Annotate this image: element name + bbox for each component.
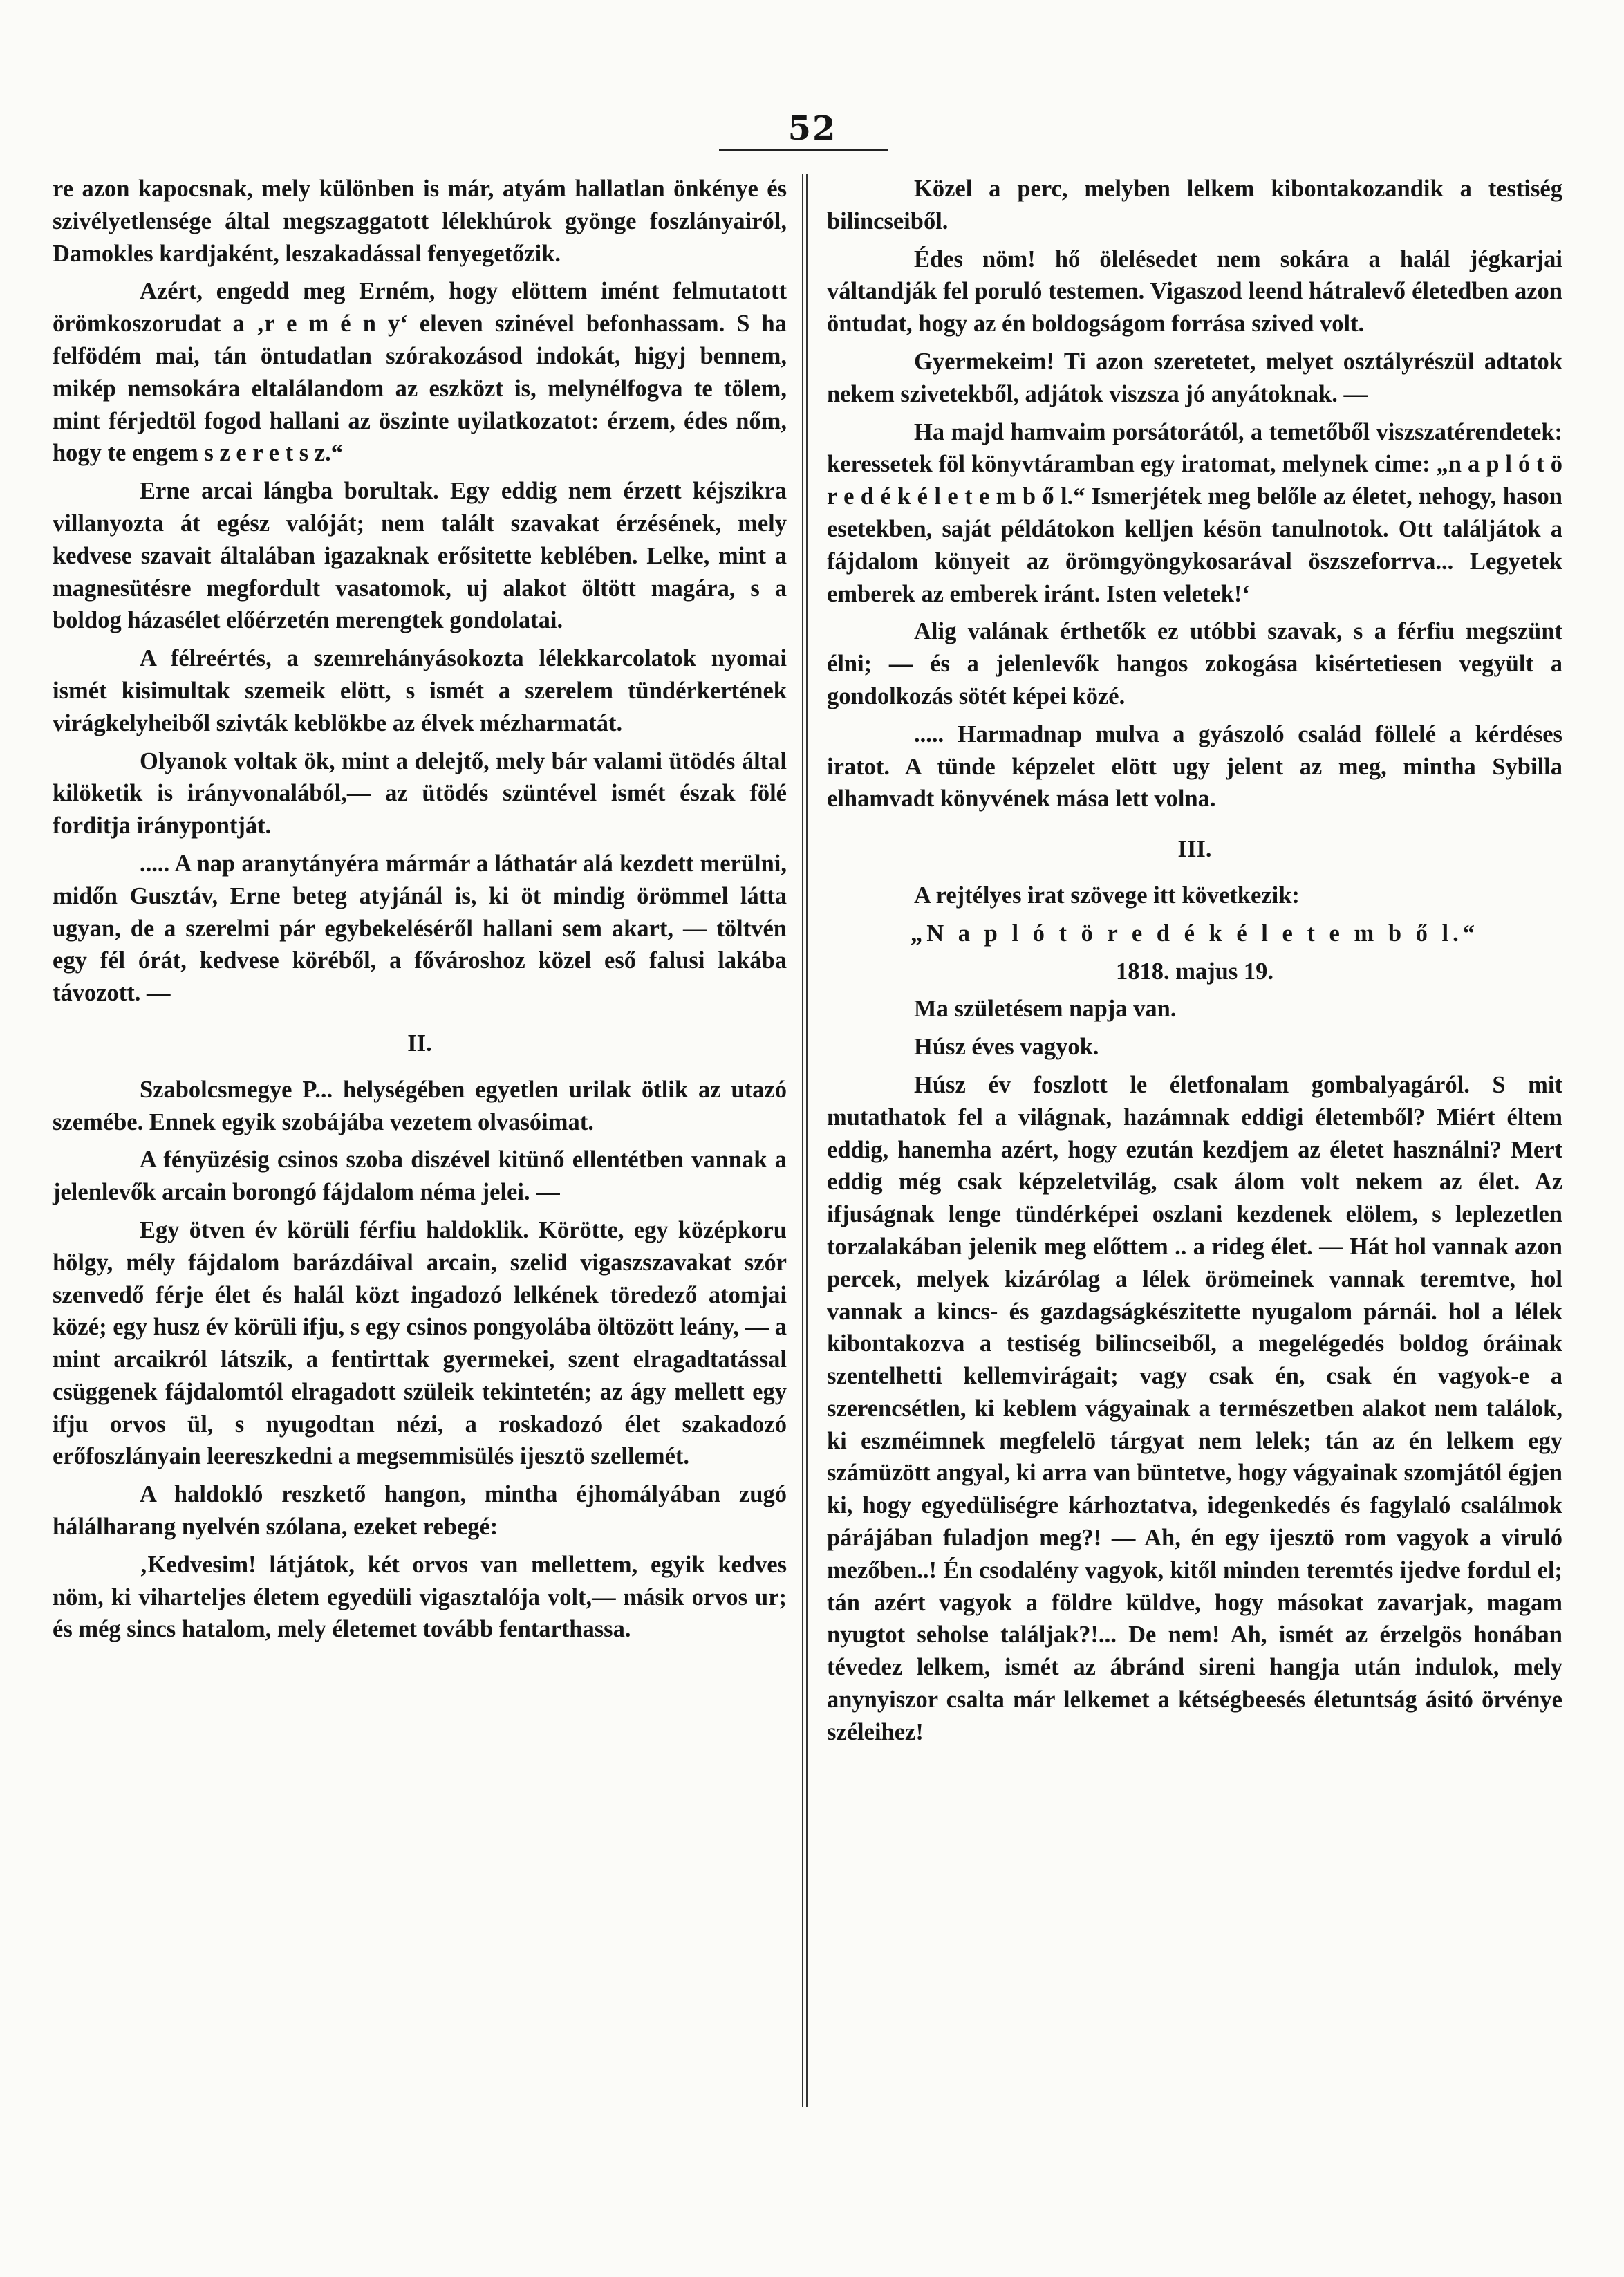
paragraph: Egy ötven év körüli férfiu haldoklik. Körötte, egy középkoru hölgy, mély fájdalom barázdáival arcain, szelid vigaszszavakat szór szenvedő férje élet és halál közt ingadozó lelkének töredező atomjai közé; egy husz év körüli ifju, s egy csinos pongyolába öltözött leány, — a mint arcaikról látszik, a fentirttak gyermekei, szent elragadtatással csüggenek fájdalomtól elragadott szüleik tekintetén; az ágy mellett egy ifju orvos ül, s nyugodtan nézi, a roskadozó élet szakadozó erőfoszlányain leereszkedni a megsemmisülés ijesztö szellemét. (53, 1216, 787, 1470)
paragraph: Erne arcai lángba borultak. Egy eddig nem érzett kéjszikra villanyozta át egész valóját; nem talált szavakat érzésének, mely kedvese szavait általában igazaknak erősitette keblében. Lelke, mint a magnesütésre megfordult vasatomok, uj alakot öltött magára, s a boldog házasélet előérzetén merengtek gondolatai. (53, 478, 787, 634)
column-divider-secondary (806, 174, 808, 2107)
paragraph: Olyanok voltak ök, mint a delejtő, mely bár valami ütödés által kilöketik is irányvonalából,— az ütödés szüntével ismét észak fölé forditja iránypontját. (53, 747, 787, 839)
short-line: Ma születésem napja van. (914, 996, 1177, 1023)
paragraph: Ha majd hamvaim porsátorától, a temetőből viszszatérendetek: keressetek föl könyvtáramban egy iratomat, melynek cime: „n a p l ó t ö r e d é k é l e t e m b ő l.“ Ismerjétek meg belőle az életet, nehogy, hason esetekben, saját példátokon kelljen késön tanulnotok. Ott találjátok a fájdalom könyeit az örömgyöngykosarával öszszeforrva... Legyetek emberek az emberek iránt. Isten veletek!‘ (827, 418, 1562, 607)
section-heading: II. (407, 1030, 432, 1057)
diary-title: „N a p l ó t ö r e d é k é l e t e m b ő l.“ (910, 920, 1479, 947)
paragraph: Édes nöm! hő ölelésedet nem sokára a halál jégkarjai váltandják fel poruló testemen. Vigaszod leend hátralevő életedben azon öntudat, hogy az én boldogságom forrása szived volt. (827, 245, 1562, 337)
paragraph: A félreértés, a szemrehányásokozta lélekkarcolatok nyomai ismét kisimultak szemeik elött, s ismét a szerelem tündérkertének virágkelyheiből szivták keblökbe az élvek mézharmatát. (53, 645, 787, 736)
paragraph: ..... A nap aranytányéra mármár a láthatár alá kezdett merülni, midőn Gusztáv, Erne beteg atyjánál is, ki öt mindig örömmel látta ugyan, de a szerelmi pár egybekeléséről hallani sem akart, — töltvén egy fél órát, kedvese köréből, a fővároshoz közel eső falusi lakába távozott. — (53, 850, 787, 1007)
paragraph: Alig valának érthetők ez utóbbi szavak, s a férfiu megszünt élni; — és a jelenlevők hangos zokogása kisértetiesen vegyült a gondolkozás sötét képei közé. (827, 618, 1562, 709)
paragraph: A haldokló reszkető hangon, mintha éjhomályában zugó hálálharang nyelvén szólana, ezeket rebegé: (53, 1481, 787, 1541)
section-heading: III. (1177, 836, 1212, 863)
paragraph: Közel a perc, melyben lelkem kibontakozandik a testiség bilincseiből. (827, 176, 1562, 234)
paragraph: re azon kapocsnak, mely különben is már, atyám hallatlan önkénye és szivélyetlensége által megszaggatott lélekhúrok gyönge foszlányairól, Damokles kardjaként, leszakadással fenyegetőzik. (53, 176, 787, 267)
paragraph: Azért, engedd meg Erném, hogy elöttem imént felmutatott örömkoszorudat a ‚r e m é n y‘ eleven szinével befonhassam. S ha felfödém mai, tán öntudatlan szórakozásod indokát, higyj bennem, mikép nemsokára eltalálandom az eszközt is, melynélfogva te tölem, mint férjedtöl fogod hallani az öszinte uyilatkozatot: érzem, édes nőm, hogy te engem s z e r e t s z.“ (53, 278, 787, 467)
paragraph: ..... Harmadnap mulva a gyászoló család föllelé a kérdéses iratot. A tünde képzelet elött ugy jelent az meg, mintha Sybilla elhamvadt könyvének mása lett volna. (827, 721, 1562, 812)
paragraph: Gyermekeim! Ti azon szeretetet, melyet osztályrészül adtatok nekem szivetekből, adjátok viszsza jó anyátoknak. — (827, 348, 1562, 407)
short-line: Húsz éves vagyok. (914, 1034, 1099, 1061)
paragraph: A fényüzésig csinos szoba diszével kitünő ellentétben vannak a jelenlevők arcain borongó fájdalom néma jelei. — (53, 1146, 787, 1206)
column-divider (802, 174, 803, 2107)
paragraph: Húsz év foszlott le életfonalam gombalyagáról. S mit mutathatok fel a világnak, hazámnak eddigi életemből? Miért éltem eddig, hanemha azért, hogy ezután kezdjem az életet használni? Mert eddig még csak képzeletvilág, csak álom volt nekem az élet. Az ifjuságnak lenge tündérképei oszlani kezdenek elölem, s leplezetlen torzalakában jelenik meg előttem .. a rideg élet. — Hát hol vannak azon percek, melyek kizárólag a lélek örömeinek vannak teremtve, hol vannak a kincs- és gazdagságkészitette nyugalom párnái. hol a lélek kibontakozva a testiség bilincseiből, a megelégedés boldog óráinak szentelhetti kellemvirágait; vagy csak én, csak én vagyok-e a szerencsétlen, ki keblem vágyainak a természetben alakot nem találok, ki eszméimnek megfelelö tárgyat nem lelek; tán az én lelkem egy számüzött angyal, ki arra van büntetve, hogy vágyainak szomjától égjen ki, hogy egyedüliségre kárhoztatva, idegenkedés és fagylaló csalálmok párájában fuladjon meg?! — Ah, én egy ijesztö rom vagyok a viruló mezőben..! Én csodalény vagyok, kitől minden teremtés ijedve fordul el; tán azért vagyok a földre küldve, hogy másokat zavarjak, magam nyugtot seholse találjak?!... De nem! Ah, ismét az érzelgös honában tévedez lelkem, ismét az ábránd sireni hangja után indulok, mely anynyiszor csalta már lelkemet a kétségbeesés életuntság ásitó örvénye széleihez! (827, 1071, 1562, 1745)
paragraph: ‚Kedvesim! látjátok, két orvos van mellettem, egyik kedves nöm, ki viharteljes életem egyedüli vigasztalója volt,— másik orvos ur; és még sincs hatalom, mely életemet tovább fentarthassa. (53, 1551, 787, 1643)
left-column (53, 173, 787, 1651)
page-number: 52 (787, 109, 837, 148)
header-rule (719, 149, 888, 151)
paragraph: Szabolcsmegye P... helységében egyetlen urilak ötlik az utazó szemébe. Ennek egyik szobájába vezetem olvasóimat. (53, 1076, 787, 1135)
right-column (827, 173, 1562, 1754)
intro-line: A rejtélyes irat szövege itt következik: (914, 882, 1300, 909)
diary-date: 1818. majus 19. (1115, 958, 1274, 985)
